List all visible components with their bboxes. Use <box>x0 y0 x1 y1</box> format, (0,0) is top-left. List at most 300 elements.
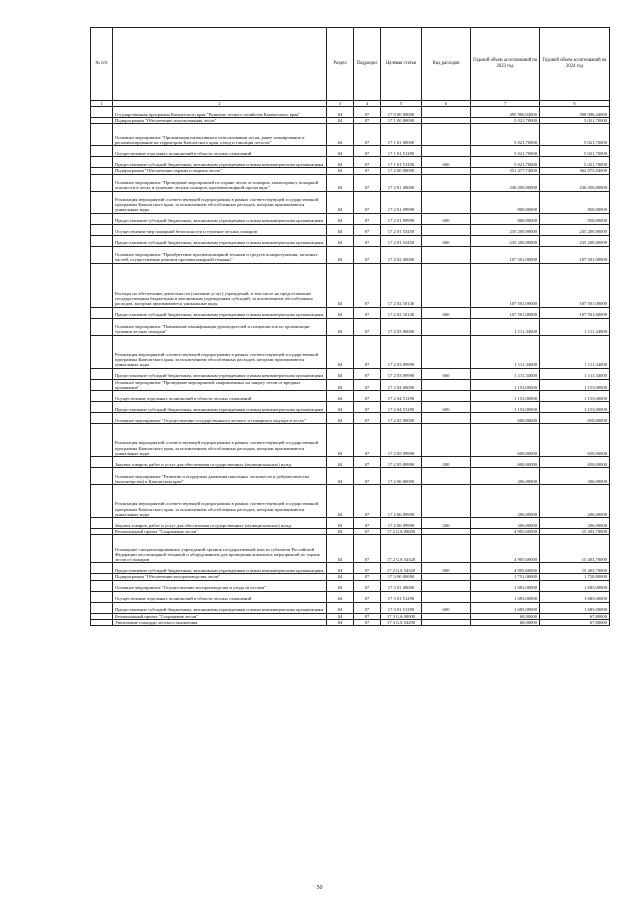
row-subsection: 07 <box>354 379 381 391</box>
row-amount-2023: 1 683,00000 <box>471 591 540 602</box>
row-amount-2023: 236 000,80000 <box>471 174 540 191</box>
table-row <box>91 402 610 413</box>
row-expense-type <box>422 620 471 626</box>
row-number <box>91 318 113 335</box>
row-subsection: 07 <box>354 191 381 213</box>
row-expense-type: 600 <box>422 307 471 318</box>
row-amount-2024: 67,80000 <box>540 613 610 619</box>
row-target-article: 17 2 01 09990 <box>381 191 422 213</box>
table-row <box>91 318 610 335</box>
row-amount-2023: 206,00000 <box>471 485 540 518</box>
row-amount-2023: 1 111,34000 <box>471 335 540 368</box>
row-number <box>91 485 113 518</box>
row-section: 04 <box>327 574 354 580</box>
row-amount-2024: 362 075,84000 <box>540 168 610 174</box>
row-amount-2023: 600,00000 <box>471 424 540 457</box>
table-row <box>91 535 610 563</box>
row-name: Предоставление субсидий бюджетным, автономным учреждениям и иным некоммерческим организациям <box>113 602 327 613</box>
row-amount-2023: 5 021,70000 <box>471 146 540 157</box>
row-target-article: 17 2 01 09990 <box>381 213 422 224</box>
row-amount-2023: 206,00000 <box>471 468 540 485</box>
column-number: 8 <box>540 101 610 107</box>
row-name: Оснащение специализированных учреждений органов государственной власти субъектов Российской Федерации лесопожарной техникой и оборудованием для проведения комплекса мероприятий по охране лесов от пожаров <box>113 535 327 563</box>
row-target-article: 17 2 04 51290 <box>381 402 422 413</box>
row-name: Предоставление субсидий бюджетным, автономным учреждениям и иным некоммерческим организациям <box>113 213 327 224</box>
row-amount-2024: 107 501,00000 <box>540 263 610 307</box>
row-amount-2023: 1 153,00000 <box>471 379 540 391</box>
row-number <box>91 379 113 391</box>
row-target-article: 17 1 01 00000 <box>381 124 422 146</box>
table-row <box>91 157 610 168</box>
row-expense-type <box>422 379 471 391</box>
budget-table <box>90 27 610 626</box>
row-expense-type: 600 <box>422 157 471 168</box>
row-amount-2024: 15 403,70000 <box>540 563 610 574</box>
row-amount-2023: 1 153,00000 <box>471 391 540 402</box>
row-target-article: 17 2 03 09990 <box>381 335 422 368</box>
row-section: 04 <box>327 118 354 124</box>
column-number: 6 <box>422 101 471 107</box>
row-name: Предоставление субсидий бюджетным, автономным учреждениям и иным некоммерческим организациям <box>113 157 327 168</box>
row-target-article: 17 2 00 00000 <box>381 168 422 174</box>
row-name: Основное мероприятие "Приобретение противопожарной техники и средств пожаротушения, запасных частей, осуществление ремонта противопожарной техники" <box>113 246 327 263</box>
row-number <box>91 124 113 146</box>
row-name: Основное мероприятие "Развитие и поддержка движения школьных лесничеств и добровольчества (волонтерства) в Камчатском крае" <box>113 468 327 485</box>
table-row <box>91 468 610 485</box>
row-amount-2023: 5 021,70000 <box>471 124 540 146</box>
table-row <box>91 518 610 529</box>
row-number <box>91 602 113 613</box>
row-amount-2024: 107 501,00000 <box>540 307 610 318</box>
row-name: Государственная программа Камчатского края "Развитие лесного хозяйства Камчатского края" <box>113 107 327 118</box>
row-section: 04 <box>327 591 354 602</box>
row-name: Реализация мероприятий соответствующей подпрограммы в рамках соответствующей государственной программы Камчатского края, за исключением обособленных расходов, которым присваиваются уникальные коды <box>113 335 327 368</box>
row-section: 04 <box>327 368 354 379</box>
row-subsection: 07 <box>354 402 381 413</box>
row-amount-2024: 67,80000 <box>540 620 610 626</box>
row-name: Подпрограмма "Обеспечение использования лесов" <box>113 118 327 124</box>
row-section: 04 <box>327 563 354 574</box>
row-section: 04 <box>327 246 354 263</box>
row-amount-2024: 236 050,80000 <box>540 174 610 191</box>
row-amount-2023: 1 111,34000 <box>471 318 540 335</box>
row-amount-2023: 4 905,60000 <box>471 563 540 574</box>
row-name: Предоставление субсидий бюджетным, автономным учреждениям и иным некоммерческим организациям <box>113 235 327 246</box>
row-section: 04 <box>327 620 354 626</box>
row-number <box>91 580 113 591</box>
column-number: 3 <box>327 101 354 107</box>
row-expense-type: 600 <box>422 602 471 613</box>
header-num: № п/п <box>91 28 113 101</box>
row-number <box>91 263 113 307</box>
row-amount-2024: 1 750,80000 <box>540 574 610 580</box>
row-name: Предоставление субсидий бюджетным, автономным учреждениям и иным некоммерческим организациям <box>113 307 327 318</box>
row-amount-2024: 15 403,70000 <box>540 529 610 535</box>
row-target-article: 17 2 03 09990 <box>381 368 422 379</box>
row-section: 04 <box>327 424 354 457</box>
row-name: Основное мероприятие "Осуществление воспроизводства и ухода за лесами" <box>113 580 327 591</box>
table-body <box>91 107 610 626</box>
row-subsection: 07 <box>354 391 381 402</box>
row-amount-2023: 4 905,60000 <box>471 529 540 535</box>
row-name: Осуществление отдельных полномочий в области лесных отношений <box>113 591 327 602</box>
table-row <box>91 246 610 263</box>
row-number <box>91 235 113 246</box>
row-amount-2024: 5 021,70000 <box>540 146 610 157</box>
row-target-article: 17 2 06 09990 <box>381 518 422 529</box>
row-section: 04 <box>327 124 354 146</box>
row-expense-type: 600 <box>422 213 471 224</box>
row-amount-2023: 1 751,00000 <box>471 574 540 580</box>
row-expense-type <box>422 468 471 485</box>
row-name: Предоставление субсидий бюджетным, автономным учреждениям и иным некоммерческим организациям <box>113 368 327 379</box>
row-amount-2024: 1 683,00000 <box>540 602 610 613</box>
row-name: Реализация мероприятий соответствующей подпрограммы в рамках соответствующей государственной программы Камчатского края, за исключением обособленных расходов, которым присваиваются уникальные коды <box>113 485 327 518</box>
row-section: 04 <box>327 307 354 318</box>
row-expense-type <box>422 391 471 402</box>
table-row <box>91 391 610 402</box>
row-name: Увеличение площади лесовосстановления <box>113 620 327 626</box>
row-number <box>91 591 113 602</box>
row-amount-2023: 235 200,80000 <box>471 235 540 246</box>
row-amount-2023: 600,00000 <box>471 413 540 424</box>
row-name: Расходы на обеспечение деятельности (оказание услуг) учреждений, в том числе на предоставление государственным бюджетным и автономным учреждениям субсидий, за исключением обособленных расходов, которым присваиваются уникальные коды <box>113 263 327 307</box>
row-amount-2023: 4 905,60000 <box>471 535 540 563</box>
row-section: 04 <box>327 468 354 485</box>
row-expense-type <box>422 485 471 518</box>
row-expense-type: 600 <box>422 402 471 413</box>
row-number <box>91 535 113 563</box>
table-row <box>91 335 610 368</box>
row-subsection: 07 <box>354 563 381 574</box>
row-target-article: 17 2 01 00000 <box>381 174 422 191</box>
row-section: 04 <box>327 157 354 168</box>
row-target-article: 17 3 00 00000 <box>381 574 422 580</box>
row-subsection: 07 <box>354 307 381 318</box>
row-name: Предоставление субсидий бюджетным, автономным учреждениям и иным некоммерческим организациям <box>113 402 327 413</box>
row-target-article: 17 3 GA 54290 <box>381 620 422 626</box>
row-section: 04 <box>327 485 354 518</box>
row-name: Закупка товаров, работ и услуг для обеспечения государственных (муниципальных) нужд <box>113 457 327 468</box>
row-amount-2024: 206,00000 <box>540 485 610 518</box>
row-number <box>91 335 113 368</box>
row-name: Осуществление отдельных полномочий в области лесных отношений <box>113 146 327 157</box>
row-number <box>91 224 113 235</box>
row-amount-2024: 1 153,00000 <box>540 402 610 413</box>
row-target-article: 17 2 02 10140 <box>381 307 422 318</box>
table-row <box>91 213 610 224</box>
row-expense-type <box>422 335 471 368</box>
row-amount-2024: 850,00000 <box>540 191 610 213</box>
row-subsection: 07 <box>354 118 381 124</box>
row-expense-type <box>422 124 471 146</box>
row-subsection: 07 <box>354 235 381 246</box>
row-number <box>91 174 113 191</box>
row-target-article: 17 2 05 09990 <box>381 424 422 457</box>
row-subsection: 07 <box>354 613 381 619</box>
row-expense-type <box>422 246 471 263</box>
row-target-article: 17 0 00 00000 <box>381 107 422 118</box>
row-amount-2023: 68,00000 <box>471 620 540 626</box>
row-number <box>91 518 113 529</box>
row-amount-2023: 206,00000 <box>471 518 540 529</box>
header-amount-2023: Годовой объем ассигнований на 2023 год <box>471 28 540 101</box>
row-expense-type: 200 <box>422 518 471 529</box>
row-subsection: 07 <box>354 518 381 529</box>
row-target-article: 17 2 04 51290 <box>381 391 422 402</box>
header-expense-type: Вид расходов <box>422 28 471 101</box>
row-amount-2023: 5 021,70000 <box>471 157 540 168</box>
header-subsection: Подраздел <box>354 28 381 101</box>
row-subsection: 07 <box>354 318 381 335</box>
column-number: 1 <box>91 101 113 107</box>
row-number <box>91 457 113 468</box>
row-amount-2024: 1 153,00000 <box>540 379 610 391</box>
header-section: Раздел <box>327 28 354 101</box>
row-amount-2024: 650,00000 <box>540 413 610 424</box>
row-section: 04 <box>327 146 354 157</box>
row-subsection: 07 <box>354 580 381 591</box>
row-amount-2024: 206,00000 <box>540 468 610 485</box>
row-target-article: 17 2 GA 00000 <box>381 529 422 535</box>
column-number: 4 <box>354 101 381 107</box>
row-name: Основное мероприятие "Повышение квалификации руководителей и специалистов по организации тушения лесных пожаров" <box>113 318 327 335</box>
row-section: 04 <box>327 580 354 591</box>
row-expense-type <box>422 263 471 307</box>
row-amount-2023: 800,00000 <box>471 213 540 224</box>
row-section: 04 <box>327 518 354 529</box>
row-subsection: 07 <box>354 620 381 626</box>
row-subsection: 07 <box>354 124 381 146</box>
row-number <box>91 146 113 157</box>
row-amount-2024: 1 111,34000 <box>540 368 610 379</box>
table-row <box>91 191 610 213</box>
row-section: 04 <box>327 213 354 224</box>
row-number <box>91 391 113 402</box>
row-amount-2024: 235 200,80000 <box>540 224 610 235</box>
row-number <box>91 157 113 168</box>
row-amount-2024: 107 501,00000 <box>540 246 610 263</box>
row-amount-2024: 1 683,00000 <box>540 591 610 602</box>
table-row <box>91 591 610 602</box>
row-target-article: 17 3 GA 00000 <box>381 613 422 619</box>
row-subsection: 07 <box>354 574 381 580</box>
row-section: 04 <box>327 318 354 335</box>
row-number <box>91 468 113 485</box>
row-amount-2023: 235 200,80000 <box>471 224 540 235</box>
table-row <box>91 620 610 626</box>
row-subsection: 07 <box>354 107 381 118</box>
header-target-article: Целевая статья <box>381 28 422 101</box>
row-expense-type: 200 <box>422 457 471 468</box>
row-amount-2024: 235 200,80000 <box>540 235 610 246</box>
row-amount-2023: 351 477,74000 <box>471 168 540 174</box>
row-target-article: 17 2 05 09990 <box>381 457 422 468</box>
row-target-article: 17 2 02 10140 <box>381 263 422 307</box>
row-amount-2024: 650,00000 <box>540 424 610 457</box>
row-number <box>91 413 113 424</box>
row-subsection: 07 <box>354 368 381 379</box>
row-target-article: 17 1 01 51290 <box>381 146 422 157</box>
row-target-article: 17 2 02 00000 <box>381 246 422 263</box>
row-amount-2023: 1 111,34000 <box>471 368 540 379</box>
row-number <box>91 424 113 457</box>
table-row <box>91 580 610 591</box>
row-section: 04 <box>327 168 354 174</box>
table-row <box>91 368 610 379</box>
row-section: 04 <box>327 529 354 535</box>
row-target-article: 17 2 05 00000 <box>381 413 422 424</box>
table-row <box>91 485 610 518</box>
row-name: Основное мероприятие "Проведение мероприятий, направленных на защиту лесов от вредных организмов" <box>113 379 327 391</box>
row-target-article: 17 2 01 53450 <box>381 235 422 246</box>
header-name <box>113 28 327 101</box>
row-expense-type: 600 <box>422 368 471 379</box>
row-number <box>91 402 113 413</box>
row-subsection: 07 <box>354 335 381 368</box>
row-expense-type <box>422 413 471 424</box>
row-section: 04 <box>327 224 354 235</box>
row-subsection: 07 <box>354 413 381 424</box>
row-expense-type <box>422 318 471 335</box>
row-amount-2024: 850,00000 <box>540 213 610 224</box>
table-row <box>91 124 610 146</box>
row-subsection: 07 <box>354 213 381 224</box>
row-subsection: 07 <box>354 529 381 535</box>
row-name: Региональный проект "Сохранение лесов" <box>113 529 327 535</box>
row-section: 04 <box>327 263 354 307</box>
row-subsection: 07 <box>354 146 381 157</box>
row-subsection: 07 <box>354 457 381 468</box>
row-target-article: 17 1 01 51290 <box>381 157 422 168</box>
column-number: 2 <box>113 101 327 107</box>
row-name: Подпрограмма "Обеспечение воспроизводства лесов" <box>113 574 327 580</box>
row-amount-2024: 1 111,34000 <box>540 335 610 368</box>
table-row <box>91 107 610 118</box>
row-section: 04 <box>327 402 354 413</box>
row-subsection: 07 <box>354 468 381 485</box>
row-target-article: 17 2 GA 54320 <box>381 563 422 574</box>
row-amount-2023: 800,00000 <box>471 191 540 213</box>
row-section: 04 <box>327 391 354 402</box>
row-section: 04 <box>327 191 354 213</box>
table-row <box>91 379 610 391</box>
row-expense-type <box>422 580 471 591</box>
row-amount-2024: 5 021,70000 <box>540 124 610 146</box>
row-expense-type <box>422 191 471 213</box>
row-amount-2023: 107 501,00000 <box>471 263 540 307</box>
row-target-article: 17 2 01 53450 <box>381 224 422 235</box>
row-expense-type <box>422 591 471 602</box>
row-expense-type <box>422 424 471 457</box>
row-amount-2024: 508 096,44000 <box>540 107 610 118</box>
table-row <box>91 563 610 574</box>
row-number <box>91 368 113 379</box>
row-name: Осуществление мер пожарной безопасности и тушение лесных пожаров <box>113 224 327 235</box>
row-number <box>91 107 113 118</box>
row-section: 04 <box>327 613 354 619</box>
header-amount-2024: Годовой объем ассигнований на 2024 год <box>540 28 610 101</box>
row-section: 04 <box>327 602 354 613</box>
row-expense-type <box>422 224 471 235</box>
row-amount-2023: 1 683,00000 <box>471 602 540 613</box>
row-target-article: 17 3 01 51290 <box>381 591 422 602</box>
row-name: Основное мероприятие "Проведение мероприятий по охране лесов от пожаров, мониторингу пожарной опасности в лесах и тушению лесных пожаров, противопожарной пропаганде" <box>113 174 327 191</box>
row-name: Подпрограмма "Обеспечение охраны и защиты лесов" <box>113 168 327 174</box>
row-amount-2024: 1 111,34000 <box>540 318 610 335</box>
table-row <box>91 424 610 457</box>
table-row <box>91 146 610 157</box>
row-section: 04 <box>327 335 354 368</box>
row-section: 04 <box>327 413 354 424</box>
row-section: 04 <box>327 535 354 563</box>
row-subsection: 07 <box>354 263 381 307</box>
row-name: Региональный проект "Сохранение лесов" <box>113 613 327 619</box>
row-amount-2023: 107 501,00000 <box>471 307 540 318</box>
table-row <box>91 413 610 424</box>
row-amount-2024: 206,00000 <box>540 518 610 529</box>
row-name: Реализация мероприятий соответствующей подпрограммы в рамках соответствующей государственной программы Камчатского края, за исключением обособленных расходов, которым присваиваются уникальные коды <box>113 424 327 457</box>
table-row <box>91 224 610 235</box>
row-expense-type <box>422 146 471 157</box>
row-number <box>91 620 113 626</box>
row-amount-2023: 600,00000 <box>471 457 540 468</box>
row-name: Осуществление отдельных полномочий в области лесных отношений <box>113 391 327 402</box>
row-number <box>91 213 113 224</box>
row-expense-type <box>422 174 471 191</box>
table-row <box>91 263 610 307</box>
row-amount-2024: 5 021,70000 <box>540 118 610 124</box>
row-name: Основное мероприятие "Осуществление государственного лесного и пожарного надзора в лесах" <box>113 413 327 424</box>
row-expense-type <box>422 107 471 118</box>
row-subsection: 07 <box>354 224 381 235</box>
row-target-article: 17 2 06 09990 <box>381 485 422 518</box>
row-amount-2024: 15 403,70000 <box>540 535 610 563</box>
row-subsection: 07 <box>354 424 381 457</box>
row-subsection: 07 <box>354 157 381 168</box>
row-number <box>91 246 113 263</box>
row-subsection: 07 <box>354 602 381 613</box>
row-target-article: 17 2 03 00000 <box>381 318 422 335</box>
row-target-article: 17 2 04 00000 <box>381 379 422 391</box>
row-amount-2024: 1 153,00000 <box>540 391 610 402</box>
row-amount-2024: 1 683,00000 <box>540 580 610 591</box>
row-amount-2023: 5 021,70000 <box>471 118 540 124</box>
row-number <box>91 191 113 213</box>
row-amount-2024: 650,00000 <box>540 457 610 468</box>
column-number: 7 <box>471 101 540 107</box>
page-number: 50 <box>316 885 323 891</box>
row-name: Закупка товаров, работ и услуг для обеспечения государственных (муниципальных) нужд <box>113 518 327 529</box>
row-name: Реализация мероприятий соответствующей подпрограммы в рамках соответствующей государственной программы Камчатского края, за исключением обособленных расходов, которым присваиваются уникальные коды <box>113 191 327 213</box>
row-subsection: 07 <box>354 535 381 563</box>
row-subsection: 07 <box>354 168 381 174</box>
row-section: 04 <box>327 107 354 118</box>
table-row <box>91 457 610 468</box>
row-target-article: 17 2 GA 54320 <box>381 535 422 563</box>
row-expense-type: 600 <box>422 235 471 246</box>
row-section: 04 <box>327 174 354 191</box>
row-amount-2024: 5 021,70000 <box>540 157 610 168</box>
row-number <box>91 307 113 318</box>
table-row <box>91 307 610 318</box>
row-expense-type: 600 <box>422 563 471 574</box>
row-subsection: 07 <box>354 485 381 518</box>
row-name: Основное мероприятие "Организация интенсивного использования лесов, ранее планирование и регламентирование на территории Камчатского края, отвод и таксация лесосек" <box>113 124 327 146</box>
column-number: 5 <box>381 101 422 107</box>
row-target-article: 17 2 06 00000 <box>381 468 422 485</box>
row-section: 04 <box>327 379 354 391</box>
